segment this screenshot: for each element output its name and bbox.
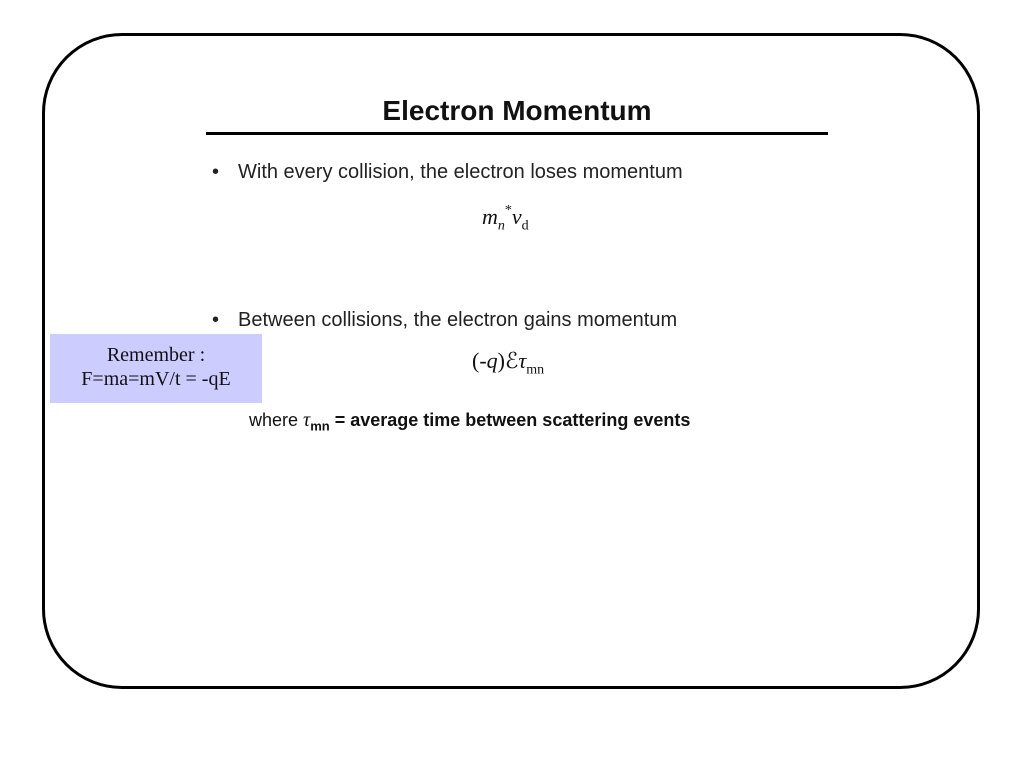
bullet-marker: •	[212, 161, 220, 183]
tau-definition-text: = average time between scattering events	[329, 410, 691, 430]
eq-close-paren: )	[497, 348, 505, 373]
equation-momentum-gain	[472, 348, 545, 378]
title-underline	[206, 132, 828, 135]
where-prefix: where	[249, 410, 304, 430]
bullet-text: Between collisions, the electron gains momentum	[238, 309, 678, 331]
tau-symbol: τ	[303, 409, 311, 431]
bullet-loses-momentum	[212, 160, 683, 184]
bullet-text: With every collision, the electron loses momentum	[238, 161, 683, 183]
eq-velocity-symbol: v	[511, 204, 522, 229]
tau-definition	[249, 408, 690, 439]
remember-formula: F=ma=mV/t = -qE	[81, 368, 231, 390]
slide-title: Electron Momentum	[382, 95, 652, 126]
eq-tau-symbol: τ	[518, 348, 527, 373]
tau-subscript: mn	[310, 418, 330, 434]
eq-field-symbol: ℰ	[504, 348, 519, 373]
remember-heading: Remember :	[106, 344, 206, 366]
eq-mass-subscript: n	[497, 218, 505, 234]
remember-callout	[50, 334, 262, 403]
eq-open-paren: (-	[472, 348, 487, 373]
bullet-marker: •	[212, 309, 220, 331]
eq-velocity-subscript: d	[521, 218, 529, 234]
eq-charge-symbol: q	[486, 348, 498, 373]
eq-tau-subscript: mn	[526, 362, 545, 378]
eq-star: *	[504, 202, 512, 218]
eq-mass-symbol: m	[482, 204, 498, 229]
bullet-gains-momentum	[212, 308, 677, 332]
equation-momentum-loss	[482, 202, 529, 234]
